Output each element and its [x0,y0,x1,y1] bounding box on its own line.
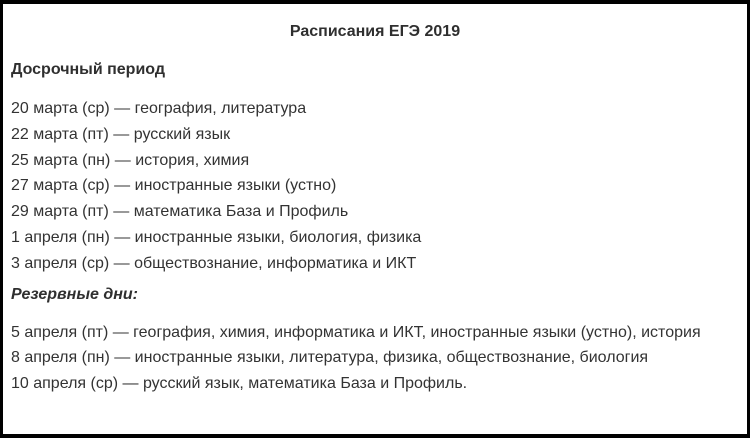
list-item: 29 марта (пт) — математика База и Профиль [11,203,349,221]
reserve-days-list [11,320,739,397]
list-item: 20 марта (ср) — география, литература [11,100,307,117]
document-page [3,4,747,434]
list-item: 27 марта (ср) — иностранные языки (устно) [11,177,337,195]
list-item: 5 апреля (пт) — география, химия, информатика и ИКТ, иностранные языки (устно), история [11,323,701,341]
page-title: Расписания ЕГЭ 2019 [289,23,461,40]
list-item: 25 марта (пн) — история, химия [11,151,250,169]
list-item: 8 апреля (пн) — иностранные языки, литература, физика, обществознание, биология [11,349,649,367]
list-item: 10 апреля (ср) — русский язык, математика База и Профиль. [11,375,468,393]
list-item: 3 апреля (ср) — обществознание, информатика и ИКТ [11,254,417,272]
reserve-days-heading: Резервные дни: [11,285,138,303]
list-item: 22 марта (пт) — русский язык [11,125,231,143]
early-period-heading: Досрочный период [11,61,165,78]
list-item: 1 апреля (пн) — иностранные языки, биология, физика [11,228,422,246]
early-period-list [11,96,739,277]
